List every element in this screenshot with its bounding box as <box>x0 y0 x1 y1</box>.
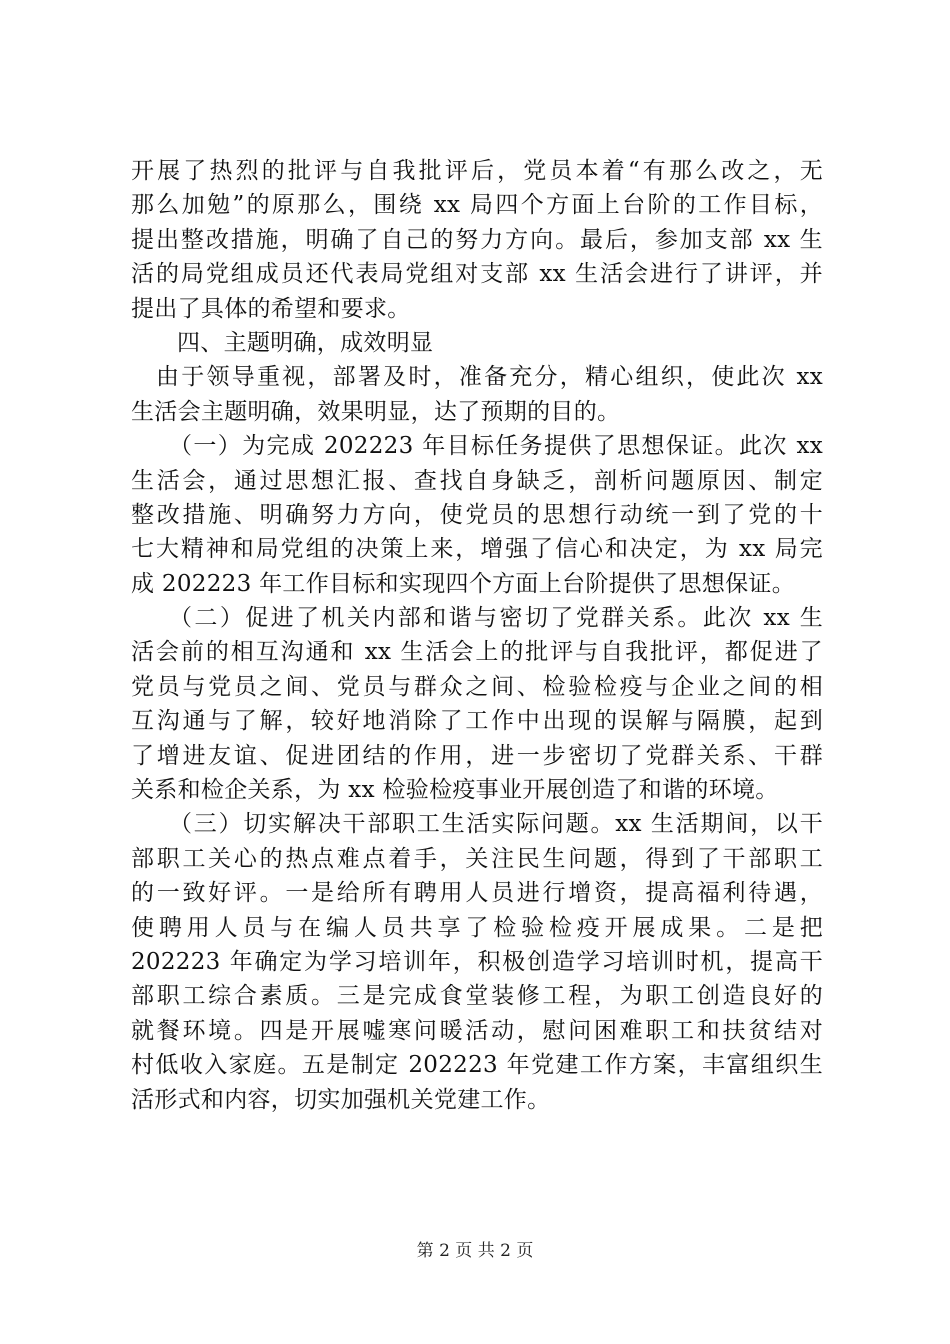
text-line: 村低收入家庭。五是制定 202223 年党建工作方案，丰富组织生 <box>131 1052 823 1079</box>
text-line: 202223 年确定为学习培训年，积极创造学习培训时机，提高干 <box>131 948 823 975</box>
text-line: 生活会主题明确，效果明显，达了预期的目的。 <box>131 398 621 425</box>
text-line: 那么加勉”的原那么，围绕 xx 局四个方面上台阶的工作目标， <box>131 192 823 219</box>
body-text <box>131 154 823 1117</box>
text-line: 开展了热烈的批评与自我批评后，党员本着“有那么改之，无 <box>131 158 823 184</box>
text-line: （二）促进了机关内部和谐与密切了党群关系。此次 xx 生 <box>169 605 823 632</box>
text-line: 提出了具体的希望和要求。 <box>131 295 411 322</box>
section-heading: 四、主题明确，成效明显 <box>177 329 434 356</box>
text-line: 部职工关心的热点难点着手，关注民生问题，得到了干部职工 <box>131 845 823 872</box>
text-line: 提出整改措施，明确了自己的努力方向。最后，参加支部 xx 生 <box>131 226 823 253</box>
text-line: 就餐环境。四是开展嘘寒问暖活动，慰问困难职工和扶贫结对 <box>131 1017 823 1044</box>
text-line: 生活会，通过思想汇报、查找自身缺乏，剖析问题原因、制定 <box>131 467 823 494</box>
text-line: 活形式和内容，切实加强机关党建工作。 <box>131 1086 551 1113</box>
text-line: 活会前的相互沟通和 xx 生活会上的批评与自我批评，都促进了 <box>131 639 823 666</box>
page-footer: 第 2 页 共 2 页 <box>416 1241 534 1261</box>
text-line: 部职工综合素质。三是完成食堂装修工程，为职工创造良好的 <box>131 983 823 1010</box>
text-line: 了增进友谊、促进团结的作用，进一步密切了党群关系、干群 <box>131 742 823 769</box>
text-line: 互沟通与了解，较好地消除了工作中出现的误解与隔膜，起到 <box>131 708 823 735</box>
text-line: （三）切实解决干部职工生活实际问题。xx 生活期间，以干 <box>169 811 823 838</box>
text-line: 七大精神和局党组的决策上来，增强了信心和决定，为 xx 局完 <box>131 536 823 563</box>
text-line: 关系和检企关系，为 xx 检验检疫事业开展创造了和谐的环境。 <box>131 777 779 804</box>
text-line: 由于领导重视，部署及时，准备充分，精心组织，使此次 xx <box>156 364 823 391</box>
text-line: 活的局党组成员还代表局党组对支部 xx 生活会进行了讲评，并 <box>131 261 823 288</box>
text-line: 的一致好评。一是给所有聘用人员进行增资，提高福利待遇， <box>131 880 823 907</box>
text-line: 成 202223 年工作目标和实现四个方面上台阶提供了思想保证。 <box>131 570 796 597</box>
text-line: 使聘用人员与在编人员共享了检验检疫开展成果。二是把 <box>131 914 823 941</box>
text-line: （一）为完成 202223 年目标任务提供了思想保证。此次 xx <box>169 433 823 460</box>
text-line: 整改措施、明确努力方向，使党员的思想行动统一到了党的十 <box>131 501 823 528</box>
text-line: 党员与党员之间、党员与群众之间、检验检疫与企业之间的相 <box>131 673 823 700</box>
